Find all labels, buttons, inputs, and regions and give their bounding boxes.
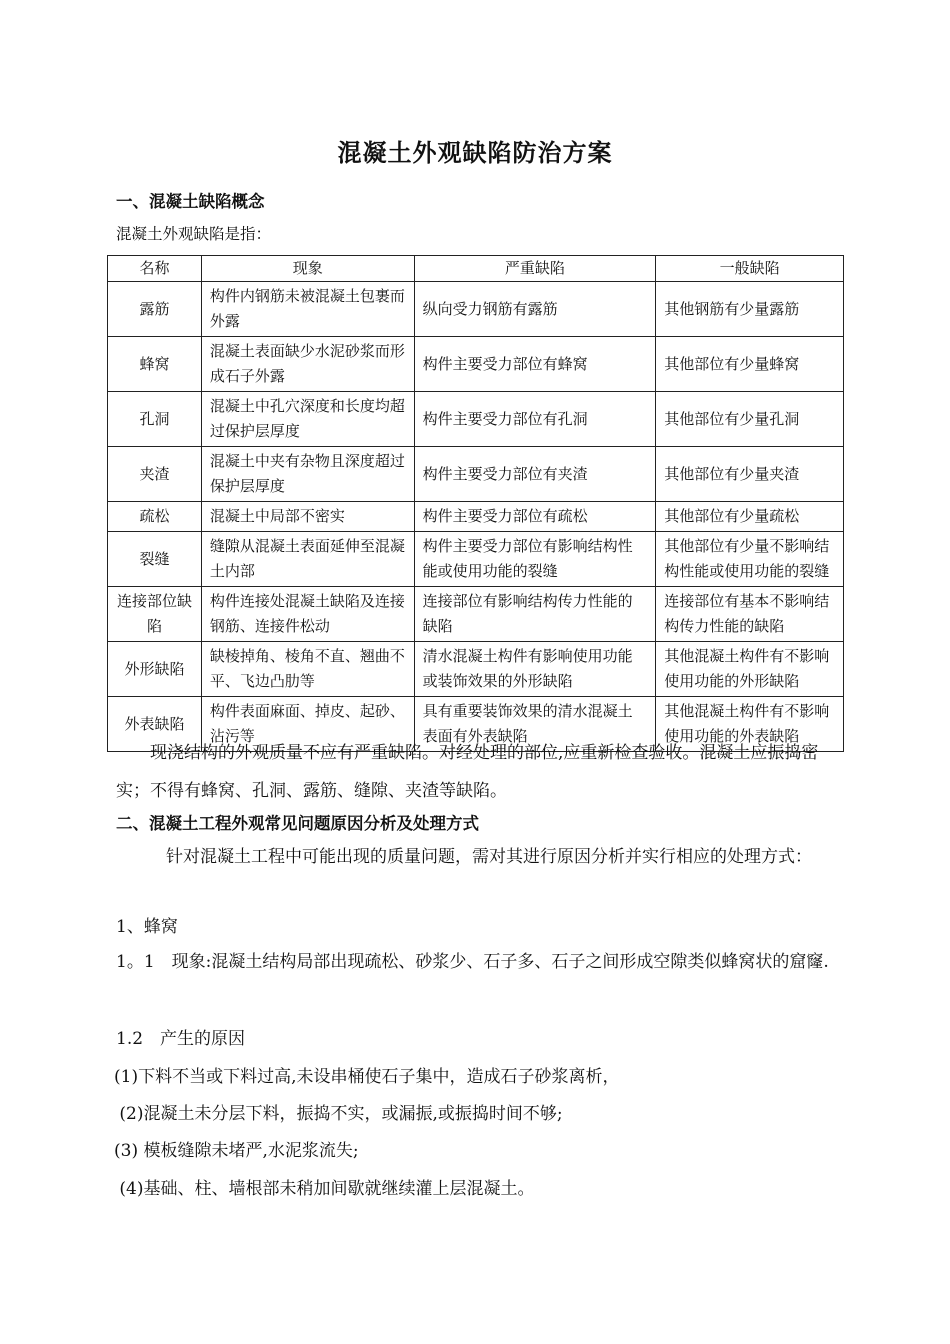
table-cell-general: 其他混凝土构件有不影响使用功能的外表缺陷	[656, 697, 844, 752]
section-2-intro: 针对混凝土工程中可能出现的质量问题，需对其进行原因分析并实行相应的处理方式：	[166, 847, 812, 867]
post-table-paragraph: 现浇结构的外观质量不应有严重缺陷。对经处理的部位,应重新检查验收。混凝土应振捣密实；不得有蜂窝、孔洞、露筋、缝隙、夹渣等缺陷。	[116, 743, 819, 801]
table-row	[108, 642, 844, 697]
table-row	[108, 282, 844, 337]
table-cell-general: 其他部位有少量孔洞	[656, 392, 844, 447]
table-cell-name: 疏松	[108, 502, 202, 532]
section-2-heading: 二、混凝土工程外观常见问题原因分析及处理方式	[116, 814, 479, 833]
table-cell-general: 其他部位有少量蜂窝	[656, 337, 844, 392]
table-cell-name: 裂缝	[108, 532, 202, 587]
table-cell-serious: 构件主要受力部位有蜂窝	[414, 337, 656, 392]
document-title: 混凝土外观缺陷防治方案	[337, 138, 613, 167]
table-cell-serious: 清水混凝土构件有影响使用功能或装饰效果的外形缺陷	[414, 642, 656, 697]
table-cell-name: 连接部位缺陷	[108, 587, 202, 642]
table-cell-serious: 构件主要受力部位有夹渣	[414, 447, 656, 502]
table-cell-phenomenon: 构件内钢筋未被混凝土包裹而外露	[201, 282, 414, 337]
cause-item: (1)下料不当或下料过高,未设串桶使石子集中，造成石子砂浆离析，	[114, 1067, 620, 1087]
table-header-cell: 严重缺陷	[414, 256, 656, 282]
table-row	[108, 502, 844, 532]
table-row	[108, 587, 844, 642]
table-cell-general: 其他部位有少量夹渣	[656, 447, 844, 502]
cause-item: (2)混凝土未分层下料，振捣不实，或漏振,或振捣时间不够;	[114, 1104, 563, 1124]
table-cell-phenomenon: 缺棱掉角、棱角不直、翘曲不平、飞边凸肋等	[201, 642, 414, 697]
table-cell-phenomenon: 混凝土中夹有杂物且深度超过保护层厚度	[201, 447, 414, 502]
cause-item: (4)基础、柱、墙根部未稍加间歇就继续灌上层混凝土。	[114, 1179, 535, 1199]
table-cell-serious: 连接部位有影响结构传力性能的缺陷	[414, 587, 656, 642]
table-cell-general: 其他部位有少量疏松	[656, 502, 844, 532]
table-cell-phenomenon: 构件连接处混凝土缺陷及连接钢筋、连接件松动	[201, 587, 414, 642]
table-cell-general: 其他混凝土构件有不影响使用功能的外形缺陷	[656, 642, 844, 697]
table-cell-name: 外形缺陷	[108, 642, 202, 697]
table-cell-name: 外表缺陷	[108, 697, 202, 752]
item-1-heading: 1、蜂窝	[116, 917, 178, 937]
table-cell-name: 孔洞	[108, 392, 202, 447]
cause-item: (3) 模板缝隙未堵严,水泥浆流失;	[114, 1141, 359, 1161]
table-row	[108, 532, 844, 587]
table-cell-phenomenon: 混凝土表面缺少水泥砂浆而形成石子外露	[201, 337, 414, 392]
table-cell-general: 连接部位有基本不影响结构传力性能的缺陷	[656, 587, 844, 642]
table-row	[108, 447, 844, 502]
item-1-1-phenomenon: 1。1 现象:混凝土结构局部出现疏松、砂浆少、石子多、石子之间形成空隙类似蜂窝状的窟窿.	[116, 952, 829, 972]
defects-table	[107, 255, 844, 752]
table-cell-general: 其他钢筋有少量露筋	[656, 282, 844, 337]
table-cell-name: 夹渣	[108, 447, 202, 502]
table-cell-serious: 构件主要受力部位有孔洞	[414, 392, 656, 447]
table-cell-serious: 具有重要装饰效果的清水混凝土表面有外表缺陷	[414, 697, 656, 752]
table-header-cell: 现象	[201, 256, 414, 282]
section-1-heading: 一、混凝土缺陷概念	[116, 192, 265, 211]
table-cell-phenomenon: 混凝土中局部不密实	[201, 502, 414, 532]
table-cell-serious: 构件主要受力部位有疏松	[414, 502, 656, 532]
table-cell-serious: 构件主要受力部位有影响结构性能或使用功能的裂缝	[414, 532, 656, 587]
table-cell-general: 其他部位有少量不影响结构性能或使用功能的裂缝	[656, 532, 844, 587]
table-row	[108, 337, 844, 392]
table-cell-name: 蜂窝	[108, 337, 202, 392]
item-1-2-heading: 1.2 产生的原因	[116, 1029, 246, 1049]
table-header-cell: 一般缺陷	[656, 256, 844, 282]
table-cell-phenomenon: 混凝土中孔穴深度和长度均超过保护层厚度	[201, 392, 414, 447]
table-cell-serious: 纵向受力钢筋有露筋	[414, 282, 656, 337]
table-cell-phenomenon: 构件表面麻面、掉皮、起砂、沾污等	[201, 697, 414, 752]
section-1-intro: 混凝土外观缺陷是指：	[116, 225, 272, 243]
table-header-cell: 名称	[108, 256, 202, 282]
table-row	[108, 392, 844, 447]
table-cell-name: 露筋	[108, 282, 202, 337]
table-cell-phenomenon: 缝隙从混凝土表面延伸至混凝土内部	[201, 532, 414, 587]
table-header-row	[108, 256, 844, 282]
